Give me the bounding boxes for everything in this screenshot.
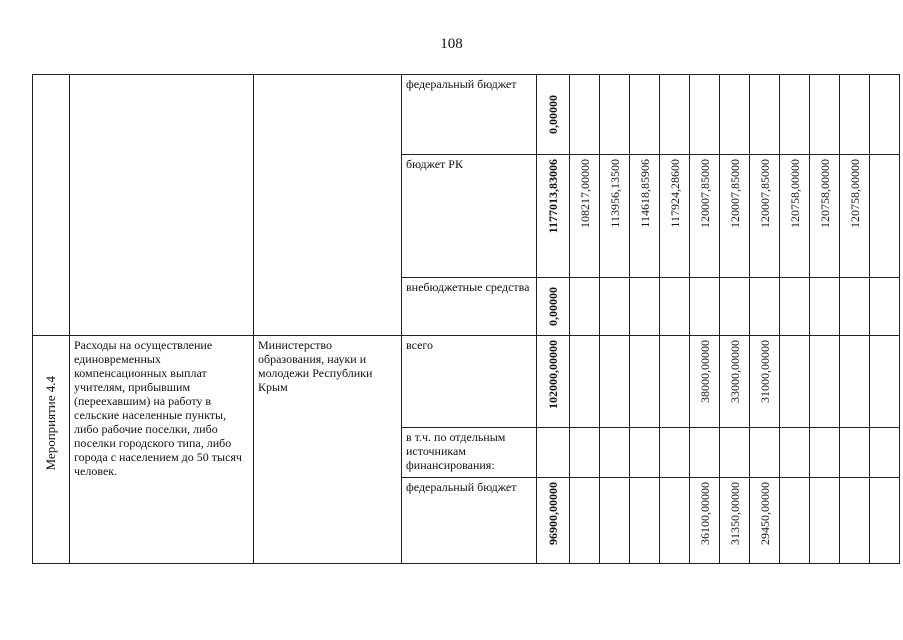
executor-cell-empty	[254, 75, 402, 336]
year-cell	[600, 478, 630, 564]
year-cell	[750, 428, 780, 478]
year-cell	[840, 428, 870, 478]
year-cell	[630, 336, 660, 428]
year-cell: 120758,00000	[840, 155, 870, 278]
year-cell	[870, 155, 900, 278]
table-row	[33, 336, 900, 428]
total-cell: 0,00000	[537, 75, 570, 155]
total-cell: 1177013,83006	[537, 155, 570, 278]
year-cell	[780, 75, 810, 155]
source-cell: федеральный бюджет	[402, 478, 537, 564]
description-cell: Расходы на осуществление единовременных компенсационных выплат учителям, прибывшим (переехавшим) на работу в сельские населенные пункты, либо рабочие поселки, либо поселки городского типа, либо города с населением до 50 тысяч человек.	[70, 336, 254, 564]
year-cell	[600, 75, 630, 155]
total-cell: 102000,00000	[537, 336, 570, 428]
year-cell: 120007,85000	[720, 155, 750, 278]
year-cell	[750, 75, 780, 155]
year-cell	[810, 75, 840, 155]
year-cell: 114618,85906	[630, 155, 660, 278]
source-cell: внебюджетные средства	[402, 278, 537, 336]
year-cell	[750, 278, 780, 336]
financing-table	[32, 74, 900, 564]
year-cell	[810, 278, 840, 336]
year-cell	[780, 278, 810, 336]
source-cell: федеральный бюджет	[402, 75, 537, 155]
year-cell: 120758,00000	[810, 155, 840, 278]
year-cell: 117924,28600	[660, 155, 690, 278]
year-cell	[840, 336, 870, 428]
year-cell: 113956,13500	[600, 155, 630, 278]
year-cell	[870, 428, 900, 478]
measure-cell-empty	[33, 75, 70, 336]
table-row	[33, 75, 900, 155]
year-cell	[570, 336, 600, 428]
year-cell	[870, 75, 900, 155]
year-cell	[630, 478, 660, 564]
total-cell: 0,00000	[537, 278, 570, 336]
year-cell	[870, 478, 900, 564]
year-cell: 36100,00000	[690, 478, 720, 564]
source-cell: в т.ч. по отдельным источникам финансирования:	[402, 428, 537, 478]
year-cell	[570, 278, 600, 336]
year-cell	[630, 428, 660, 478]
year-cell	[690, 278, 720, 336]
year-cell	[720, 278, 750, 336]
total-cell: 96900,00000	[537, 478, 570, 564]
year-cell: 31350,00000	[720, 478, 750, 564]
year-cell	[810, 336, 840, 428]
year-cell	[630, 75, 660, 155]
year-cell	[690, 428, 720, 478]
year-cell: 38000,00000	[690, 336, 720, 428]
year-cell	[780, 336, 810, 428]
year-cell: 108217,00000	[570, 155, 600, 278]
year-cell	[780, 478, 810, 564]
year-cell	[600, 278, 630, 336]
year-cell	[840, 478, 870, 564]
total-cell	[537, 428, 570, 478]
year-cell	[570, 75, 600, 155]
year-cell: 120758,00000	[780, 155, 810, 278]
year-cell	[570, 478, 600, 564]
year-cell	[720, 75, 750, 155]
year-cell: 29450,00000	[750, 478, 780, 564]
year-cell	[600, 428, 630, 478]
year-cell	[660, 428, 690, 478]
year-cell: 120007,85000	[690, 155, 720, 278]
executor-cell: Министерство образования, науки и молодежи Республики Крым	[254, 336, 402, 564]
measure-label-cell	[33, 336, 70, 564]
measure-label: Мероприятие 4.4	[43, 376, 58, 471]
year-cell	[840, 278, 870, 336]
year-cell	[690, 75, 720, 155]
year-cell: 120007,85000	[750, 155, 780, 278]
year-cell	[630, 278, 660, 336]
year-cell	[570, 428, 600, 478]
year-cell	[840, 75, 870, 155]
year-cell	[720, 428, 750, 478]
source-cell: всего	[402, 336, 537, 428]
year-cell: 31000,00000	[750, 336, 780, 428]
year-cell	[600, 336, 630, 428]
year-cell	[810, 428, 840, 478]
year-cell	[660, 336, 690, 428]
description-cell-empty	[70, 75, 254, 336]
page-number: 108	[440, 36, 463, 52]
year-cell	[870, 336, 900, 428]
source-cell: бюджет РК	[402, 155, 537, 278]
year-cell: 33000,00000	[720, 336, 750, 428]
year-cell	[810, 478, 840, 564]
year-cell	[870, 278, 900, 336]
year-cell	[660, 478, 690, 564]
year-cell	[660, 75, 690, 155]
year-cell	[660, 278, 690, 336]
year-cell	[780, 428, 810, 478]
